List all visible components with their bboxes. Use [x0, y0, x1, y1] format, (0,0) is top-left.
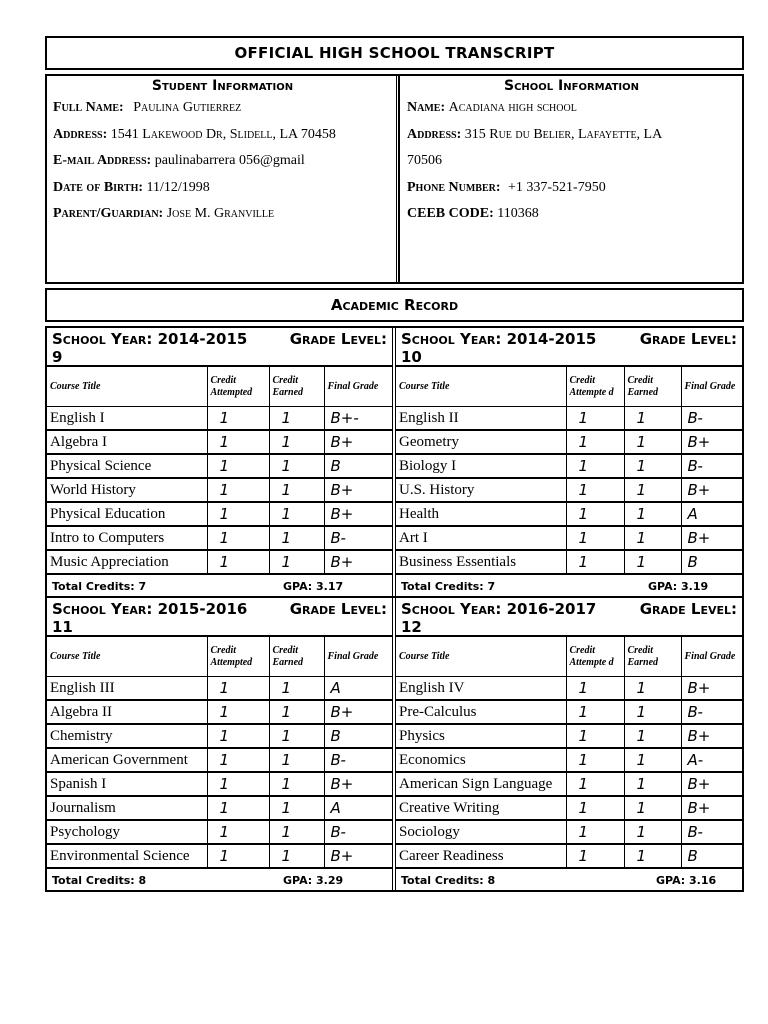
year-totals — [47, 869, 392, 893]
guardian-label: Parent/Guardian: — [53, 206, 164, 221]
final-grade: B — [324, 454, 392, 478]
course-title: English I — [47, 407, 207, 431]
credit-earned: 1 — [624, 550, 681, 574]
credit-attempted: 1 — [566, 407, 624, 431]
course-row — [47, 820, 392, 844]
credit-earned: 1 — [269, 502, 324, 526]
credit-attempted: 1 — [207, 526, 269, 550]
courses-header-row — [47, 637, 392, 677]
course-title: Business Essentials — [396, 550, 566, 574]
school-year-block — [396, 328, 742, 599]
credit-attempted-header: Credit Attempte d — [566, 367, 624, 407]
final-grade: B- — [681, 700, 742, 724]
school-year-block — [396, 598, 742, 893]
course-row — [396, 526, 742, 550]
final-grade-header: Final Grade — [324, 367, 392, 407]
credit-attempted: 1 — [566, 478, 624, 502]
phone-value: +1 337-521-7950 — [508, 179, 606, 195]
credit-attempted: 1 — [566, 700, 624, 724]
credit-earned: 1 — [269, 844, 324, 868]
school-year-label: School Year: 2015-2016 — [52, 600, 248, 618]
school-year-label: School Year: 2014-2015 — [52, 330, 248, 348]
course-row — [396, 550, 742, 574]
gpa: GPA: 3.29 — [283, 874, 344, 887]
final-grade-header: Final Grade — [681, 367, 742, 407]
credit-attempted-header: Credit Attempte d — [566, 637, 624, 677]
final-grade: B+ — [324, 478, 392, 502]
course-title: Algebra I — [47, 430, 207, 454]
year-header — [47, 598, 392, 636]
credit-attempted: 1 — [207, 748, 269, 772]
final-grade: B- — [324, 748, 392, 772]
course-row — [47, 677, 392, 701]
course-title: English II — [396, 407, 566, 431]
credit-attempted: 1 — [566, 454, 624, 478]
academic-records — [45, 326, 744, 892]
credit-attempted: 1 — [207, 844, 269, 868]
school-year-block — [47, 328, 392, 599]
course-row — [47, 724, 392, 748]
credit-attempted: 1 — [566, 844, 624, 868]
final-grade: A — [324, 677, 392, 701]
total-credits: Total Credits: 7 — [52, 580, 147, 593]
course-title: Environmental Science — [47, 844, 207, 868]
credit-earned: 1 — [624, 454, 681, 478]
credit-earned: 1 — [624, 407, 681, 431]
course-title: American Sign Language — [396, 772, 566, 796]
transcript-title-text: OFFICIAL HIGH SCHOOL TRANSCRIPT — [234, 44, 555, 62]
final-grade: B+ — [681, 526, 742, 550]
final-grade: B+ — [324, 430, 392, 454]
final-grade-header: Final Grade — [681, 637, 742, 677]
course-title: Intro to Computers — [47, 526, 207, 550]
course-row — [47, 700, 392, 724]
final-grade: B- — [681, 407, 742, 431]
dob-label: Date of Birth: — [53, 179, 144, 195]
credit-earned: 1 — [269, 820, 324, 844]
credit-attempted: 1 — [566, 677, 624, 701]
course-title: Music Appreciation — [47, 550, 207, 574]
course-title: Health — [396, 502, 566, 526]
credit-attempted: 1 — [207, 407, 269, 431]
course-row — [396, 796, 742, 820]
guardian-row — [47, 201, 398, 228]
credit-earned: 1 — [624, 796, 681, 820]
course-title: Creative Writing — [396, 796, 566, 820]
school-year-block — [47, 598, 392, 893]
final-grade: B — [681, 550, 742, 574]
courses-header-row — [396, 637, 742, 677]
credit-attempted: 1 — [566, 772, 624, 796]
credit-earned: 1 — [624, 748, 681, 772]
credit-earned: 1 — [269, 677, 324, 701]
credit-earned: 1 — [269, 454, 324, 478]
credit-earned: 1 — [269, 772, 324, 796]
course-title: English III — [47, 677, 207, 701]
course-title: Physical Education — [47, 502, 207, 526]
final-grade: B+ — [681, 724, 742, 748]
final-grade: B+ — [324, 700, 392, 724]
school-information — [401, 76, 742, 282]
credit-earned: 1 — [269, 526, 324, 550]
course-row — [47, 748, 392, 772]
school-year-label: School Year: 2014-2015 — [401, 330, 597, 348]
course-title: Journalism — [47, 796, 207, 820]
credit-earned-header: Credit Earned — [269, 367, 324, 407]
course-title: Art I — [396, 526, 566, 550]
course-title: Physical Science — [47, 454, 207, 478]
course-row — [396, 478, 742, 502]
final-grade: B+ — [681, 772, 742, 796]
course-row — [396, 844, 742, 868]
gpa: GPA: 3.16 — [656, 874, 717, 887]
transcript-title — [45, 36, 744, 70]
course-row — [47, 502, 392, 526]
gpa: GPA: 3.19 — [648, 580, 709, 593]
course-title: Career Readiness — [396, 844, 566, 868]
course-row — [47, 772, 392, 796]
course-title: Geometry — [396, 430, 566, 454]
courses-header-row — [396, 367, 742, 407]
student-address-label: Address: — [53, 126, 108, 142]
final-grade: B+- — [324, 407, 392, 431]
academic-record-heading-text: Academic Record — [330, 296, 459, 314]
full-name-row — [47, 95, 398, 122]
course-title: Chemistry — [47, 724, 207, 748]
courses-table — [396, 636, 742, 869]
course-title-header: Course Title — [396, 637, 566, 677]
guardian-value: Jose M. Granville — [166, 206, 275, 221]
email-row — [47, 148, 398, 175]
course-row — [47, 478, 392, 502]
credit-attempted: 1 — [207, 772, 269, 796]
final-grade: B+ — [681, 796, 742, 820]
credit-attempted: 1 — [207, 454, 269, 478]
credit-earned-header: Credit Earned — [624, 637, 681, 677]
credit-attempted: 1 — [207, 550, 269, 574]
grade-level-label: Grade Level: — [289, 600, 387, 618]
credit-earned: 1 — [624, 700, 681, 724]
course-row — [396, 677, 742, 701]
credit-earned: 1 — [624, 502, 681, 526]
credit-attempted: 1 — [566, 724, 624, 748]
grade-level-value: 12 — [401, 618, 422, 636]
school-address-line2-row — [401, 148, 742, 175]
final-grade: A- — [681, 748, 742, 772]
credit-earned: 1 — [269, 550, 324, 574]
credit-attempted: 1 — [566, 550, 624, 574]
course-title-header: Course Title — [47, 637, 207, 677]
credit-earned: 1 — [624, 478, 681, 502]
school-address-line1: 315 Rue du Belier, Lafayette, LA — [464, 126, 663, 142]
credit-attempted: 1 — [566, 796, 624, 820]
credit-earned: 1 — [269, 407, 324, 431]
course-title: Economics — [396, 748, 566, 772]
course-row — [47, 550, 392, 574]
course-row — [47, 796, 392, 820]
course-title: Sociology — [396, 820, 566, 844]
final-grade: A — [681, 502, 742, 526]
email-label: E-mail Address: — [53, 153, 152, 168]
credit-attempted: 1 — [207, 724, 269, 748]
credit-earned-header: Credit Earned — [269, 637, 324, 677]
credit-attempted: 1 — [207, 677, 269, 701]
course-row — [396, 772, 742, 796]
credit-earned-header: Credit Earned — [624, 367, 681, 407]
final-grade: B- — [324, 526, 392, 550]
credit-earned: 1 — [269, 724, 324, 748]
final-grade: B+ — [681, 430, 742, 454]
school-name-label: Name: — [407, 100, 446, 115]
credit-attempted: 1 — [207, 796, 269, 820]
credit-attempted: 1 — [566, 526, 624, 550]
credit-attempted: 1 — [566, 820, 624, 844]
student-address-row — [47, 122, 398, 149]
student-address-value: 1541 Lakewood Dr, Slidell, LA 70458 — [110, 126, 336, 142]
credit-earned: 1 — [624, 724, 681, 748]
ceeb-label: CEEB CODE: — [407, 206, 494, 221]
credit-attempted: 1 — [207, 502, 269, 526]
final-grade: B — [681, 844, 742, 868]
courses-table — [396, 366, 742, 575]
course-row — [47, 454, 392, 478]
credit-attempted: 1 — [207, 820, 269, 844]
course-title: Psychology — [47, 820, 207, 844]
year-totals — [396, 869, 742, 893]
school-address-row — [401, 122, 742, 149]
courses-table — [47, 636, 392, 869]
school-address-label: Address: — [407, 126, 462, 142]
phone-row — [401, 175, 742, 202]
course-title-header: Course Title — [47, 367, 207, 407]
year-header — [396, 328, 742, 366]
dob-row — [47, 175, 398, 202]
grade-level-label: Grade Level: — [639, 330, 737, 348]
credit-attempted: 1 — [566, 430, 624, 454]
course-row — [396, 407, 742, 431]
course-row — [396, 748, 742, 772]
grade-level-value: 11 — [52, 618, 73, 636]
final-grade: A — [324, 796, 392, 820]
course-title: World History — [47, 478, 207, 502]
final-grade: B — [324, 724, 392, 748]
total-credits: Total Credits: 8 — [52, 874, 147, 887]
credit-earned: 1 — [269, 748, 324, 772]
course-row — [47, 430, 392, 454]
course-title: U.S. History — [396, 478, 566, 502]
credit-earned: 1 — [624, 772, 681, 796]
credit-earned: 1 — [269, 700, 324, 724]
credit-earned: 1 — [269, 478, 324, 502]
credit-attempted: 1 — [207, 700, 269, 724]
courses-header-row — [47, 367, 392, 407]
credit-earned: 1 — [269, 430, 324, 454]
final-grade: B+ — [324, 502, 392, 526]
final-grade: B- — [324, 820, 392, 844]
total-credits: Total Credits: 7 — [401, 580, 496, 593]
school-address-line2: 70506 — [407, 153, 442, 168]
course-title: English IV — [396, 677, 566, 701]
final-grade: B- — [681, 820, 742, 844]
course-title: Spanish I — [47, 772, 207, 796]
credit-attempted: 1 — [207, 478, 269, 502]
course-title-header: Course Title — [396, 367, 566, 407]
course-title: Algebra II — [47, 700, 207, 724]
final-grade: B+ — [324, 772, 392, 796]
grade-level-value: 9 — [52, 348, 63, 366]
year-header — [47, 328, 392, 366]
course-row — [396, 820, 742, 844]
credit-attempted: 1 — [566, 502, 624, 526]
courses-table — [47, 366, 392, 575]
total-credits: Total Credits: 8 — [401, 874, 496, 887]
credit-earned: 1 — [624, 820, 681, 844]
full-name-value: Paulina Gutierrez — [133, 100, 242, 115]
year-totals — [396, 575, 742, 599]
grade-level-value: 10 — [401, 348, 422, 366]
credit-earned: 1 — [624, 844, 681, 868]
final-grade: B+ — [681, 677, 742, 701]
school-year-label: School Year: 2016-2017 — [401, 600, 597, 618]
gpa: GPA: 3.17 — [283, 580, 344, 593]
credit-attempted: 1 — [566, 748, 624, 772]
dob-value: 11/12/1998 — [146, 179, 210, 195]
year-header — [396, 598, 742, 636]
grade-level-label: Grade Level: — [639, 600, 737, 618]
credit-attempted: 1 — [207, 430, 269, 454]
course-title: American Government — [47, 748, 207, 772]
ceeb-value: 110368 — [497, 206, 539, 221]
credit-attempted-header: Credit Attempted — [207, 637, 269, 677]
student-information-heading: Student Information — [151, 78, 294, 94]
credit-earned: 1 — [624, 430, 681, 454]
final-grade: B- — [681, 454, 742, 478]
course-row — [396, 454, 742, 478]
course-title: Physics — [396, 724, 566, 748]
course-row — [396, 724, 742, 748]
school-name-row — [401, 95, 742, 122]
credit-earned: 1 — [624, 677, 681, 701]
credit-attempted-header: Credit Attempted — [207, 367, 269, 407]
phone-label: Phone Number: — [407, 179, 501, 195]
email-value: paulinabarrera 056@gmail — [154, 153, 305, 168]
information-section — [45, 74, 744, 284]
course-row — [47, 407, 392, 431]
course-row — [396, 700, 742, 724]
ceeb-row — [401, 201, 742, 228]
credit-earned: 1 — [269, 796, 324, 820]
academic-record-heading — [45, 288, 744, 322]
course-row — [47, 526, 392, 550]
course-row — [396, 430, 742, 454]
final-grade-header: Final Grade — [324, 637, 392, 677]
course-row — [396, 502, 742, 526]
school-information-heading: School Information — [504, 78, 639, 94]
course-title: Biology I — [396, 454, 566, 478]
year-totals — [47, 575, 392, 599]
course-title: Pre-Calculus — [396, 700, 566, 724]
final-grade: B+ — [324, 550, 392, 574]
student-information — [47, 76, 400, 282]
school-name-value: Acadiana high school — [448, 100, 577, 115]
grade-level-label: Grade Level: — [289, 330, 387, 348]
full-name-label: Full Name: — [53, 100, 124, 115]
credit-earned: 1 — [624, 526, 681, 550]
course-row — [47, 844, 392, 868]
final-grade: B+ — [324, 844, 392, 868]
final-grade: B+ — [681, 478, 742, 502]
